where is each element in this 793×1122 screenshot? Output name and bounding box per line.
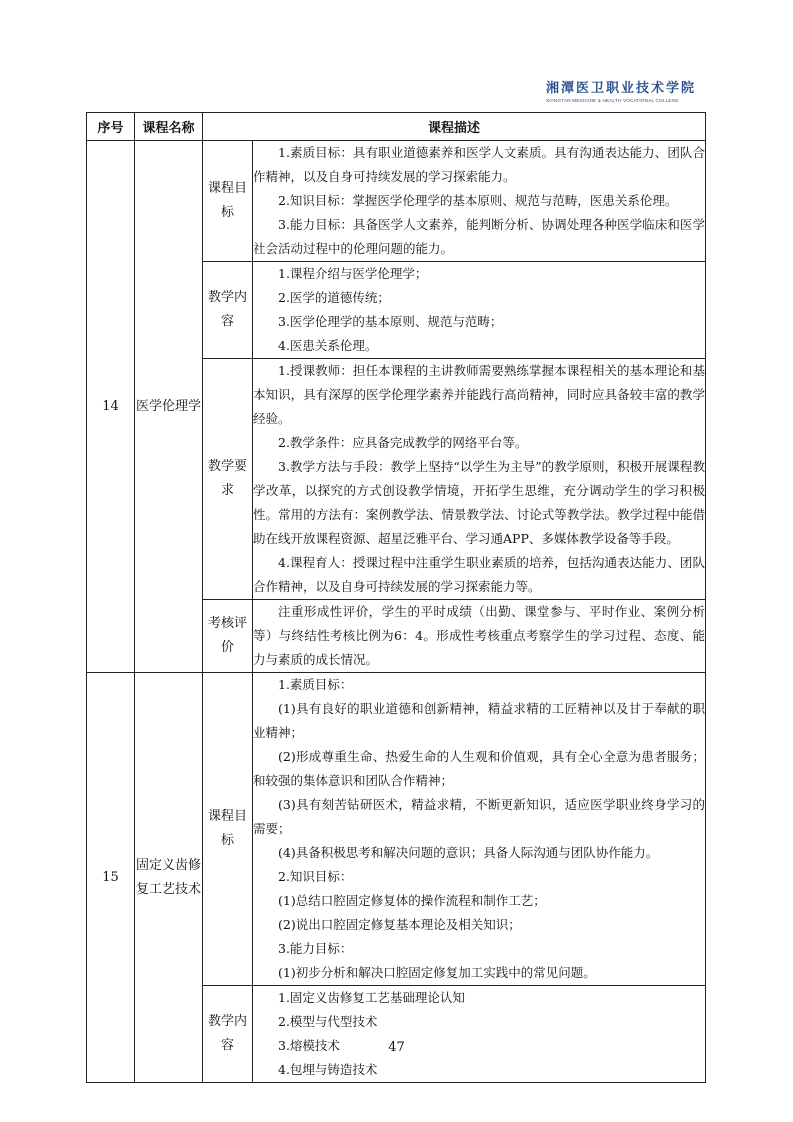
section-label: 考核评价 bbox=[203, 600, 253, 673]
content-line: 4.医患关系伦理。 bbox=[278, 338, 378, 353]
course-no: 14 bbox=[87, 141, 135, 673]
table-row bbox=[87, 673, 706, 986]
section-content bbox=[253, 359, 706, 600]
section-content bbox=[253, 673, 706, 986]
content-line: 1.素质目标： bbox=[278, 677, 353, 692]
content-line: 4.课程育人：授课过程中注重学生职业素质的培养，包括沟通表达能力、团队合作精神，以及自身可持续发展的学习探索能力等。 bbox=[253, 555, 705, 594]
content-line: 4.包埋与铸造技术 bbox=[278, 1062, 378, 1077]
header-no: 序号 bbox=[87, 113, 135, 141]
school-name-cn: 湘潭医卫职业技术学院 bbox=[546, 81, 697, 96]
content-line: 1.固定义齿修复工艺基础理论认知 bbox=[278, 990, 465, 1005]
content-line: 3.教学方法与手段：教学上坚持“以学生为主导”的教学原则，积极开展课程教学改革，以探究的方式创设教学情境，开拓学生思维，充分调动学生的学习积极性。常用的方法有：案例教学法、情景教学法、讨论式等教学法。教学过程中能借助在线开放课程资源、超星泛雅平台、学习通APP、多媒体教学设备等手段。 bbox=[253, 459, 705, 546]
content-line: 3.医学伦理学的基本原则、规范与范畴； bbox=[278, 314, 503, 329]
course-table bbox=[86, 112, 706, 1083]
header-name: 课程名称 bbox=[135, 113, 203, 141]
section-content bbox=[253, 262, 706, 359]
content-line: (3)具有刻苦钻研医术，精益求精，不断更新知识，适应医学职业终身学习的需要； bbox=[253, 797, 705, 836]
school-logo bbox=[540, 72, 697, 108]
section-content bbox=[253, 141, 706, 262]
section-label: 课程目标 bbox=[203, 673, 253, 986]
section-content bbox=[253, 986, 706, 1083]
page-number: 47 bbox=[388, 1040, 405, 1055]
content-line: 2.知识目标： bbox=[278, 869, 353, 884]
content-line: (2)说出口腔固定修复基本理论及相关知识； bbox=[278, 917, 521, 932]
content-line: (4)具备积极思考和解决问题的意识；具备人际沟通与团队协作能力。 bbox=[278, 845, 659, 860]
content-line: 2.模型与代型技术 bbox=[278, 1014, 378, 1029]
header-desc: 课程描述 bbox=[203, 113, 706, 141]
content-line: 2.教学条件：应具备完成教学的网络平台等。 bbox=[278, 435, 528, 450]
content-line: 2.知识目标：掌握医学伦理学的基本原则、规范与范畴，医患关系伦理。 bbox=[278, 193, 678, 208]
content-line: (1)初步分析和解决口腔固定修复加工实践中的常见问题。 bbox=[278, 965, 596, 980]
course-name: 固定义齿修复工艺技术 bbox=[135, 673, 203, 1083]
section-label: 教学要求 bbox=[203, 359, 253, 600]
content-line: 3.能力目标： bbox=[278, 941, 353, 956]
content-line: 1.授课教师：担任本课程的主讲教师需要熟练掌握本课程相关的基本理论和基本知识，具有深厚的医学伦理学素养并能践行高尚精神，同时应具备较丰富的教学经验。 bbox=[253, 363, 705, 426]
content-line: 注重形成性评价，学生的平时成绩（出勤、课堂参与、平时作业、案例分析等）与终结性考核比例为6：4。形成性考核重点考察学生的学习过程、态度、能力与素质的成长情况。 bbox=[253, 604, 705, 667]
content-line: 3.熔模技术 bbox=[278, 1038, 340, 1053]
section-label: 教学内容 bbox=[203, 262, 253, 359]
section-content bbox=[253, 600, 706, 673]
content-line: 3.能力目标：具备医学人文素养，能判断分析、协调处理各种医学临床和医学社会活动过程中的伦理问题的能力。 bbox=[253, 217, 705, 256]
content-line: (1)总结口腔固定修复体的操作流程和制作工艺； bbox=[278, 893, 546, 908]
content-line: 1.课程介绍与医学伦理学； bbox=[278, 266, 428, 281]
table-header-row bbox=[87, 113, 706, 141]
table-row bbox=[87, 141, 706, 262]
content-line: 1.素质目标：具有职业道德素养和医学人文素质。具有沟通表达能力、团队合作精神，以及自身可持续发展的学习探索能力。 bbox=[253, 145, 705, 184]
school-name-en: XIANGTAN MEDICINE & HEALTH VOCATIONAL COLLEGE bbox=[546, 98, 679, 103]
course-name: 医学伦理学 bbox=[135, 141, 203, 673]
section-label: 教学内容 bbox=[203, 986, 253, 1083]
content-line: (1)具有良好的职业道德和创新精神，精益求精的工匠精神以及甘于奉献的职业精神； bbox=[253, 701, 705, 740]
course-no: 15 bbox=[87, 673, 135, 1083]
content-line: 2.医学的道德传统； bbox=[278, 290, 390, 305]
content-line: (2)形成尊重生命、热爱生命的人生观和价值观，具有全心全意为患者服务；和较强的集体意识和团队合作精神； bbox=[253, 749, 705, 788]
section-label: 课程目标 bbox=[203, 141, 253, 262]
